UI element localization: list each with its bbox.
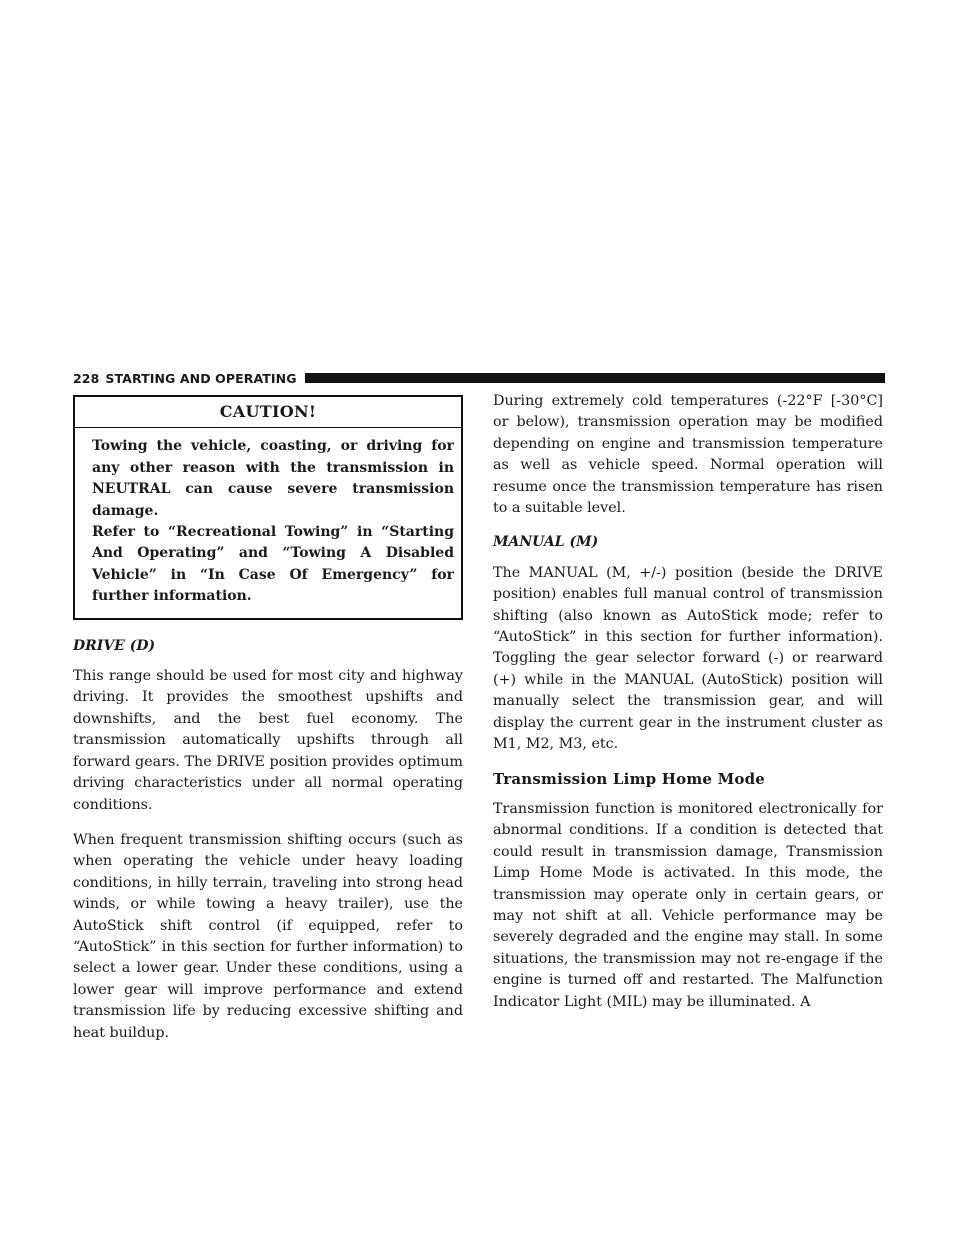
manual-heading: MANUAL (M) xyxy=(493,534,599,551)
drive-heading: DRIVE (D) xyxy=(73,637,156,654)
right-column xyxy=(493,391,883,1026)
body-paragraph: This range should be used for most city and highway driving. It provides the smoothest upshifts and downshifts, and the best fuel economy. The transmission automatically upshifts through all forward gears. The DRIVE position provides optimum driving characteristics under all normal operating conditions. xyxy=(73,668,463,813)
caution-body xyxy=(75,428,461,617)
header-rule xyxy=(305,373,885,383)
page-number: 228 xyxy=(73,370,100,386)
body-paragraph: Transmission function is monitored electronically for abnormal conditions. If a condition is detected that could result in transmission damage, Transmission Limp Home Mode is activated. In this mode, the transmission may operate only in certain gears, or may not shift at all. Vehicle performance may be severely degraded and the engine may stall. In some situations, the transmission may not re-engage if the engine is turned off and restarted. The Malfunction Indicator Light (MIL) may be illuminated. A xyxy=(493,800,883,1010)
body-paragraph: When frequent transmission shifting occurs (such as when operating the vehicle under heavy loading conditions, in hilly terrain, traveling into strong head winds, or while towing a heavy trailer), use the AutoStick shift control (if equipped, refer to “AutoStick” in this section for further information) to select a lower gear. Under these conditions, using a lower gear will improve performance and extend transmission life by reducing excessive shifting and heat buildup. xyxy=(73,831,463,1041)
page-header xyxy=(73,370,885,386)
limp-home-heading: Transmission Limp Home Mode xyxy=(493,769,766,788)
caution-title: CAUTION! xyxy=(75,397,461,428)
body-paragraph: The MANUAL (M, +/-) position (beside the DRIVE position) enables full manual control of transmission shifting (also known as AutoStick mode; refer to “AutoStick” in this section for further information). Toggling the gear selector forward (-) or rearward (+) while in the MANUAL (AutoStick) position will manually select the transmission gear, and will display the current gear in the instrument cluster as M1, M2, M3, etc. xyxy=(493,564,883,753)
caution-text: Refer to “Recreational Towing” in “Starting And Operating” and “Towing A Disabled Vehicle” in “In Case Of Emergency” for further information. xyxy=(92,524,454,605)
section-title: STARTING AND OPERATING xyxy=(105,370,297,386)
left-column xyxy=(73,395,463,1058)
caution-text: Towing the vehicle, coasting, or driving for any other reason with the transmission in NEUTRAL can cause severe transmission damage. xyxy=(92,438,454,519)
body-paragraph: During extremely cold temperatures (-22°F [-30°C] or below), transmission operation may be modified depending on engine and transmission temperature as well as vehicle speed. Normal operation will resume once the transmission temperature has risen to a suitable level. xyxy=(493,393,883,517)
caution-box xyxy=(73,395,463,620)
